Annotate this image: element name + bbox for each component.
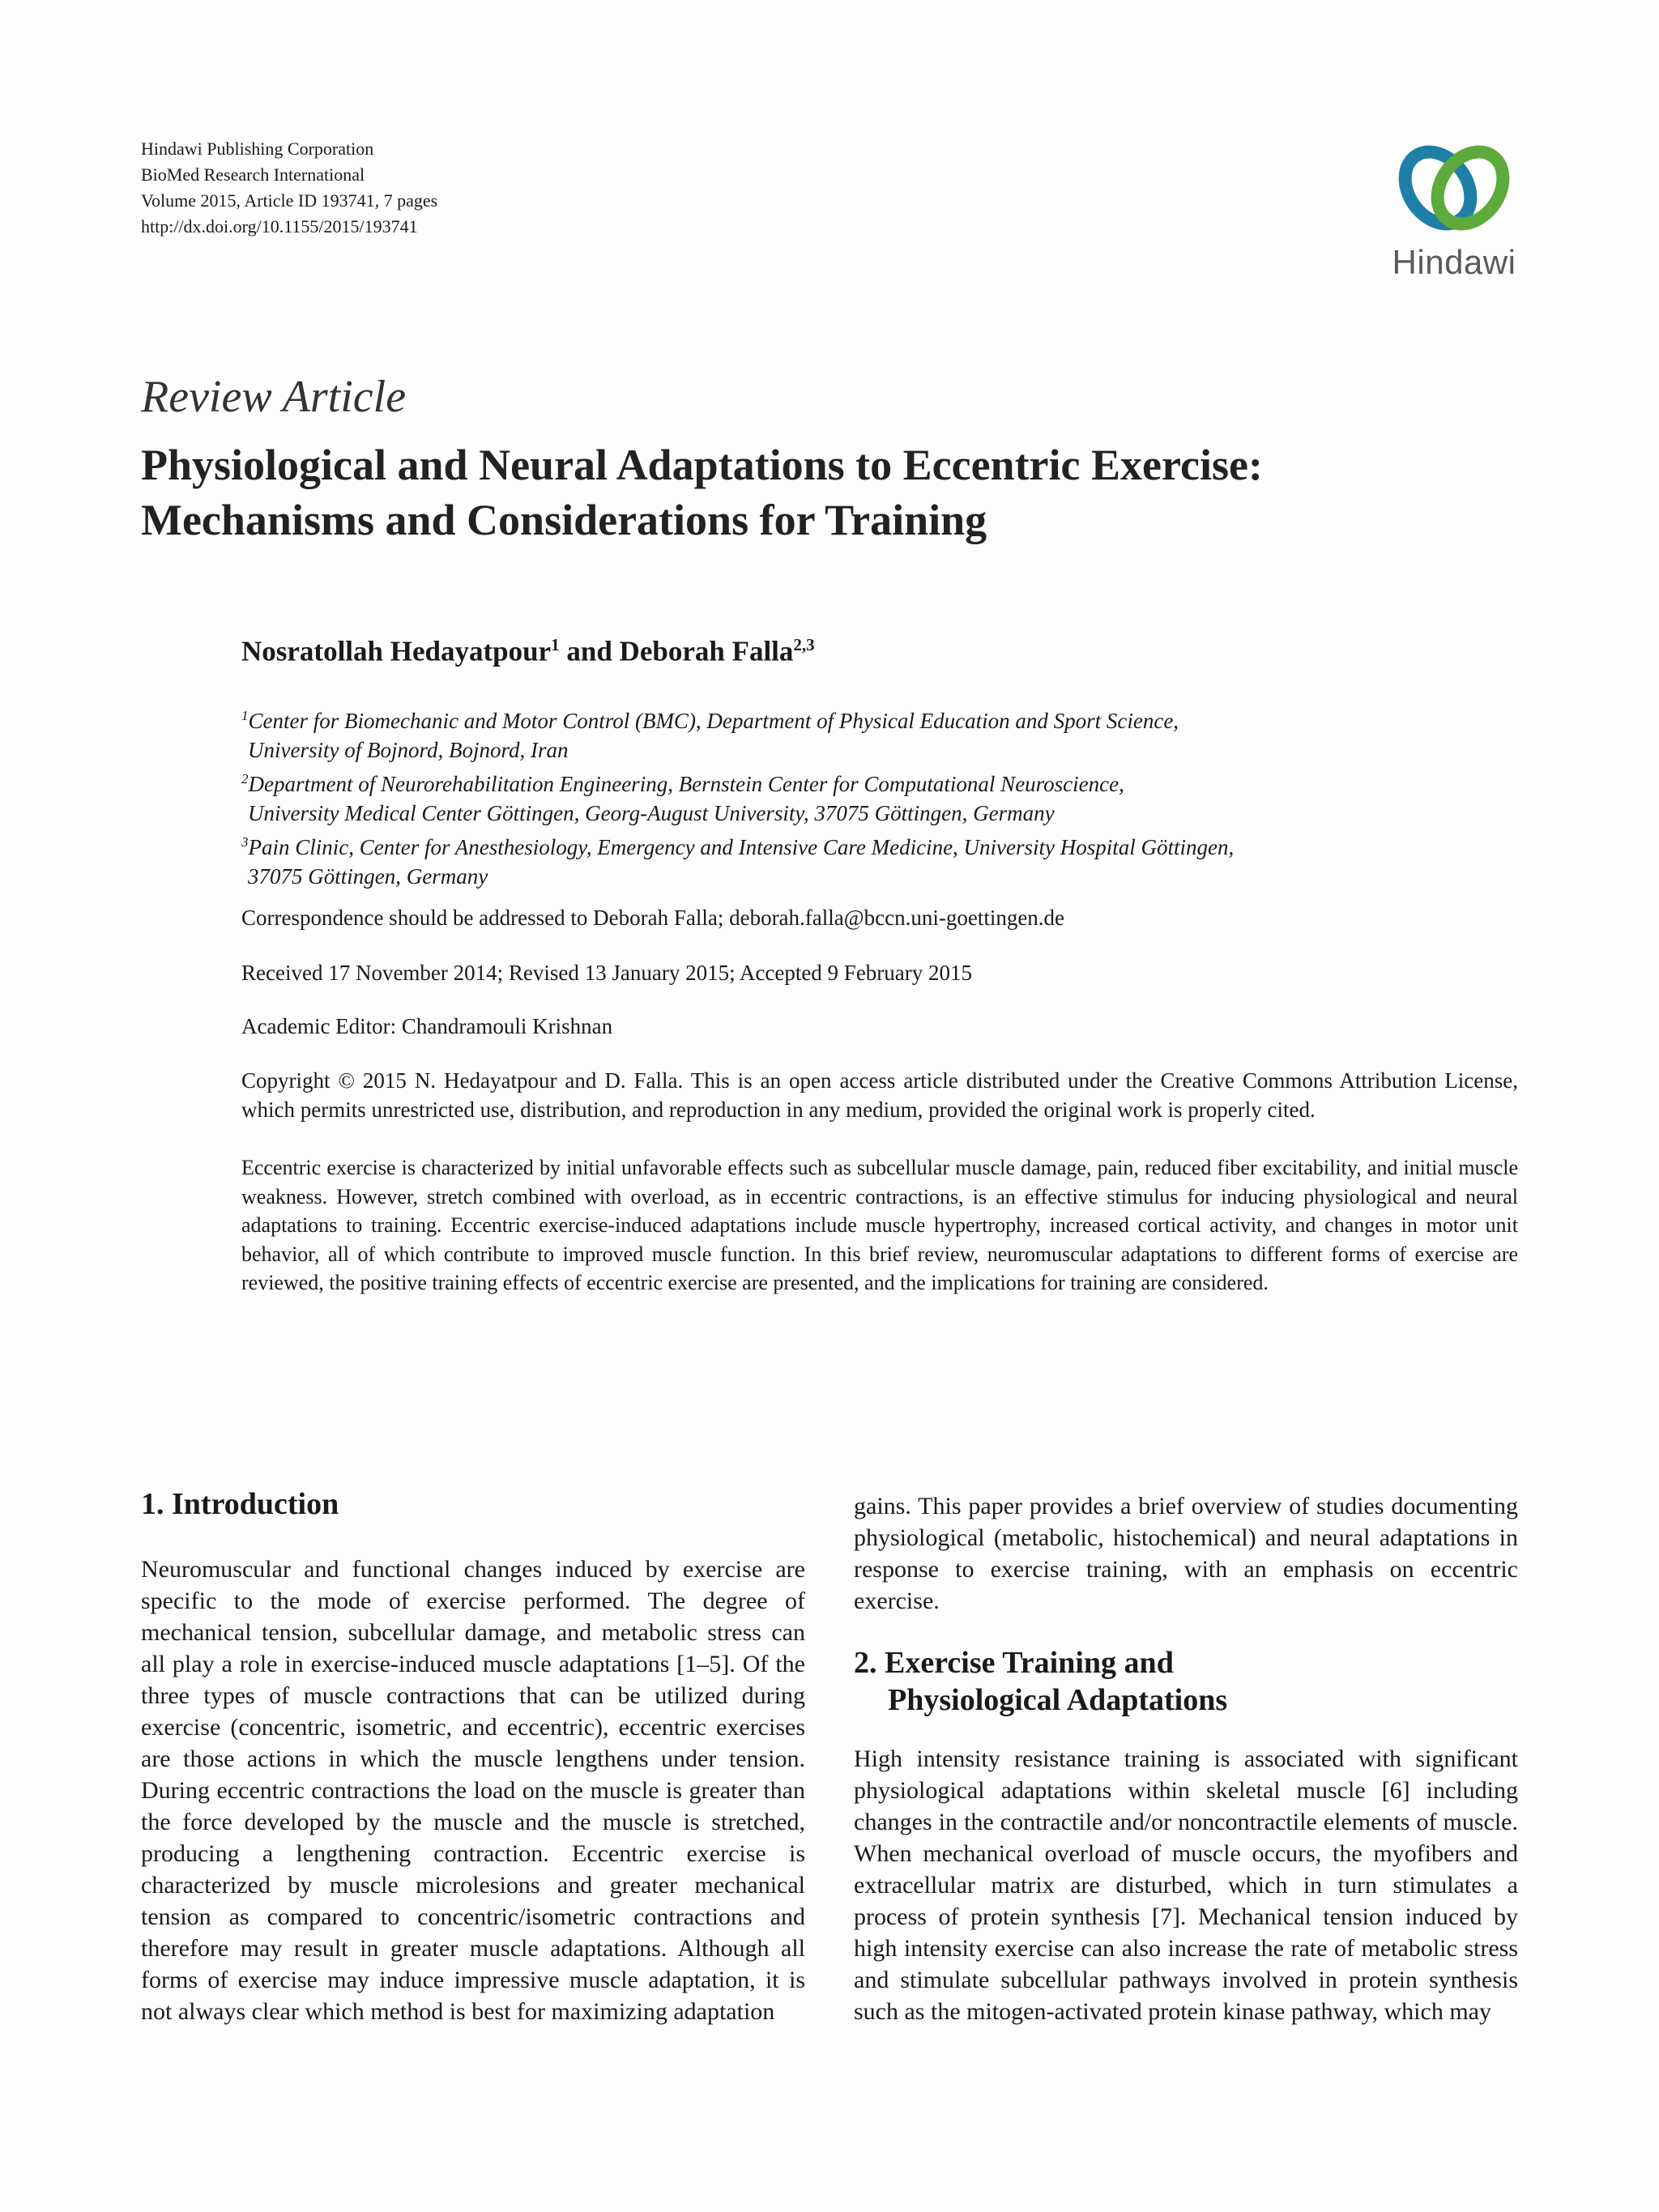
doi-link[interactable]: http://dx.doi.org/10.1155/2015/193741 (141, 216, 418, 237)
affiliation-text: University of Bojnord, Bojnord, Iran (248, 738, 569, 762)
author-1-affil: 1 (551, 635, 560, 654)
page-title (141, 437, 1534, 548)
affiliation-text: 37075 Göttingen, Germany (248, 864, 488, 889)
author-and: and (559, 635, 620, 667)
introduction-text: Neuromuscular and functional changes induced by exercise are specific to the mode of exercise performed. The degree of mechanical tension, subcellular damage, and metabolic stress can all play a role in exercise-induced muscle adaptations [1–5]. Of the three types of muscle contractions that can be utilized during exercise (concentric, isometric, and eccentric), eccentric exercises are those actions in which the muscle lengthens under tension. During eccentric contractions the load on the muscle is greater than the force developed by the muscle and the muscle is stretched, producing a lengthening contraction. Eccentric exercise is characterized by muscle microlesions and greater mechanical tension as compared to concentric/isometric contractions and therefore may result in greater muscle adaptations. Although all forms of exercise may induce impressive muscle adaptation, it is not always clear which method is best for maximizing adaptation (141, 1556, 805, 2025)
journal-header (141, 136, 437, 240)
affiliation-number: 2 (241, 771, 249, 786)
affiliation-3 (241, 828, 1537, 891)
correspondence: Correspondence should be addressed to Deborah Falla; deborah.falla@bccn.uni-goettingen.de (241, 906, 1065, 930)
affiliation-number: 3 (241, 834, 249, 850)
title-line-1: Physiological and Neural Adaptations to Eccentric Exercise: (141, 441, 1263, 489)
dates: Received 17 November 2014; Revised 13 January 2015; Accepted 9 February 2015 (241, 961, 973, 985)
affiliation-1 (241, 701, 1537, 765)
hindawi-logo-text: Hindawi (1392, 243, 1516, 281)
affiliation-text: Pain Clinic, Center for Anesthesiology, Emergency and Intensive Care Medicine, University Hospital Göttingen, (248, 835, 1235, 859)
section-heading-line: 2. Exercise Training and (854, 1646, 1174, 1680)
affiliation-text: Department of Neurorehabilitation Engineering, Bernstein Center for Computational Neuroscience, (248, 772, 1124, 796)
author-1: Nosratollah Hedayatpour (241, 635, 552, 667)
author-2-affil: 2,3 (793, 635, 815, 654)
section-heading-introduction: 1. Introduction (141, 1487, 339, 1521)
article-type: Review Article (141, 372, 407, 422)
volume-info: Volume 2015, Article ID 193741, 7 pages (141, 190, 438, 211)
abstract: Eccentric exercise is characterized by initial unfavorable effects such as subcellular muscle damage, pain, reduced fiber excitability, and initial muscle weakness. However, stretch combined with overload, as in eccentric contractions, is an effective stimulus for inducing physiological and neural adaptations to training. Eccentric exercise-induced adaptations include muscle hypertrophy, increased cortical activity, and changes in motor unit behavior, all of which contribute to improved muscle function. In this brief review, neuromuscular adaptations to different forms of exercise are reviewed, the positive training effects of eccentric exercise are presented, and the implications for training are considered. (241, 1156, 1518, 1294)
affiliation-text: Center for Biomechanic and Motor Control (BMC), Department of Physical Education and Sport Science, (248, 709, 1179, 733)
title-line-2: Mechanisms and Considerations for Training (141, 496, 987, 544)
exercise-training-text: High intensity resistance training is associated with significant physiological adaptations within skeletal muscle [6] including changes in the contractile and/or noncontractile elements of muscle. When mechanical overload of muscle occurs, the myofibers and extracellular matrix are disturbed, which in turn stimulates a process of protein synthesis [7]. Mechanical tension induced by high intensity exercise can also increase the rate of metabolic stress and stimulate subcellular pathways involved in protein synthesis such as the mitogen-activated protein kinase pathway, which may (854, 1745, 1518, 2025)
affiliation-text: University Medical Center Göttingen, Georg-August University, 37075 Göttingen, Germany (248, 801, 1055, 825)
copyright-notice: Copyright © 2015 N. Hedayatpour and D. Falla. This is an open access article distributed under the Creative Commons Attribution License, which permits unrestricted use, distribution, and reproduction in any medium, provided the original work is properly cited. (241, 1068, 1518, 1122)
affiliations (241, 701, 1537, 891)
section-heading-exercise-training (854, 1644, 1227, 1719)
affiliation-number: 1 (241, 708, 249, 723)
introduction-text-continued: gains. This paper provides a brief overview of studies documenting physiological (metabolic, histochemical) and neural adaptations in response to exercise training, with an emphasis on eccentric exercise. (854, 1493, 1518, 1614)
academic-editor: Academic Editor: Chandramouli Krishnan (241, 1014, 613, 1038)
journal-name: BioMed Research International (141, 164, 365, 185)
author-list (241, 635, 815, 668)
author-2: Deborah Falla (619, 635, 794, 667)
publisher-name: Hindawi Publishing Corporation (141, 139, 374, 159)
section-heading-line: Physiological Adaptations (888, 1683, 1228, 1717)
affiliation-2 (241, 765, 1537, 828)
